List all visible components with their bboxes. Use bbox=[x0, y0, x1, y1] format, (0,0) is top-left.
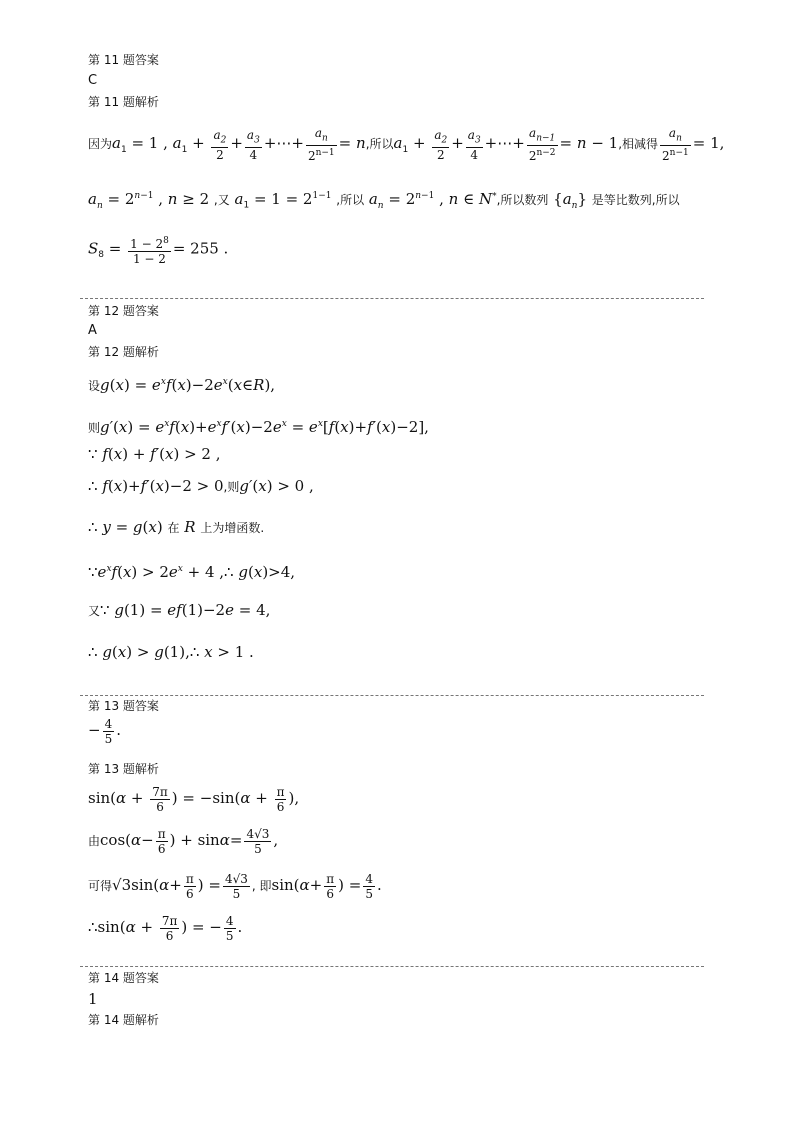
q12-analysis-label: 第 12 题解析 bbox=[88, 345, 159, 359]
q12-l5-suffix: 上为增函数. bbox=[200, 521, 265, 535]
q12-l4-mid: ,则 bbox=[223, 480, 240, 494]
q12-line-1: 设$g(x) = e^xf(x)-2e^x(x\in R)$, bbox=[88, 376, 276, 394]
q12-line-3: ∵ f(x) + f′(x) > 2 , bbox=[88, 445, 221, 463]
q12-l2-prefix: 则 bbox=[88, 421, 101, 435]
q13-line-3: 可得√3sin(α+ $\frac{\pi}{6}$ ) = $\frac{4√3}{5}$ , 即sin(α+ $\frac{\pi}{6}$ ) = $\frac{4}{5}$ . bbox=[88, 872, 382, 901]
q11-s8-result: = 255 . bbox=[172, 239, 229, 258]
q13-l3-prefix: 可得 bbox=[88, 879, 113, 893]
q12-l5-in: 在 bbox=[167, 521, 180, 535]
q13-answer-label: 第 13 题答案 bbox=[88, 699, 159, 713]
q12-line-5: ∴ y = g(x) 在 R 上为增函数. bbox=[88, 518, 265, 536]
q12-answer: A bbox=[88, 323, 97, 338]
q12-line-6: $\because e^xf(x) > 2e^x + 4$ ,∴ g(x)>4, bbox=[88, 563, 296, 581]
q11-l1-prefix: 因为 bbox=[88, 137, 113, 152]
q12-l7-prefix: 又 bbox=[88, 604, 101, 618]
q12-l1-prefix: 设 bbox=[88, 379, 101, 393]
q12-line-7: 又∵ g(1) = ef(1)−2e = 4, bbox=[88, 601, 271, 619]
q11-l1-mid2: ,相减得 bbox=[618, 137, 659, 152]
separator-3 bbox=[80, 966, 704, 967]
q12-line-4: ∴ f(x)+f′(x)−2 > 0,则g′(x) > 0 , bbox=[88, 477, 314, 495]
q13-line-4: ∴sin(α + $\frac{7\pi}{6}$ ) = − $\frac{4}{5}$ . bbox=[88, 914, 243, 943]
q13-line-1: sin(α + $\frac{7\pi}{6}$ ) = −sin(α + $\frac{\pi}{6}$ ), bbox=[88, 785, 300, 814]
q13-l3-mid: , 即 bbox=[251, 879, 272, 893]
q11-line-1: 因为$a_1 = 1$ , $a_1$ + $\frac{a_2}{2}$ + $\frac{a_3}{4}$ +⋯+ $\frac{a_n}{2^{n-1}}$ = n,所以$a_1$ + $\frac{a_2}{2}$ + $\frac{a_3}{4}$ +⋯+ $\frac{a_{n-1}}{2^{n-2}}$ = n − 1,相减得 $\frac{a_n}{2^{n-1}}$ = 1, bbox=[88, 126, 725, 164]
q11-analysis-label: 第 11 题解析 bbox=[88, 95, 159, 109]
q11-answer: C bbox=[88, 73, 98, 88]
q12-answer-label: 第 12 题答案 bbox=[88, 304, 159, 318]
q11-l2-mid1: ,又 bbox=[213, 193, 230, 207]
q11-l2-mid2: ,所以 bbox=[336, 193, 365, 207]
separator-2 bbox=[80, 695, 704, 696]
q13-l2-prefix: 由 bbox=[88, 834, 101, 848]
q11-line-3: $S_8$ = $\frac{1 - 2^8}{1 - 2}$ = 255 . bbox=[88, 236, 229, 266]
q11-l1-mid1: ,所以 bbox=[365, 137, 394, 152]
separator-1 bbox=[80, 298, 704, 299]
q11-l2-suffix: 是等比数列,所以 bbox=[591, 193, 680, 207]
q13-analysis-label: 第 13 题解析 bbox=[88, 762, 159, 776]
q12-line-8: ∴ g(x) > g(1),∴ x > 1 . bbox=[88, 643, 254, 661]
q11-answer-label: 第 11 题答案 bbox=[88, 53, 159, 67]
q12-line-2: 则$g'(x) = e^xf(x)+e^xf'(x)-2e^x = e^x[f(x)+f'(x)-2]$, bbox=[88, 418, 429, 436]
q11-l2-mid3: ,所以数列 bbox=[496, 193, 549, 207]
q11-line-2: $a_n = 2^{n-1}$ , n ≥ 2 ,又 $a_1 = 1 = 2^{1-1}$ ,所以 $a_n = 2^{n-1}$ , n ∈ N*,所以数列 $\{a_n\}$ 是等比数列,所以 bbox=[88, 190, 680, 211]
q14-answer-label: 第 14 题答案 bbox=[88, 971, 159, 985]
q13-line-2: 由cos(α− $\frac{\pi}{6}$ ) + sinα= $\frac{4√3}{5}$ , bbox=[88, 827, 279, 856]
q14-analysis-label: 第 14 题解析 bbox=[88, 1013, 159, 1027]
q14-answer: 1 bbox=[88, 990, 98, 1008]
q13-answer: − $\frac{4}{5}$ . bbox=[88, 717, 121, 746]
